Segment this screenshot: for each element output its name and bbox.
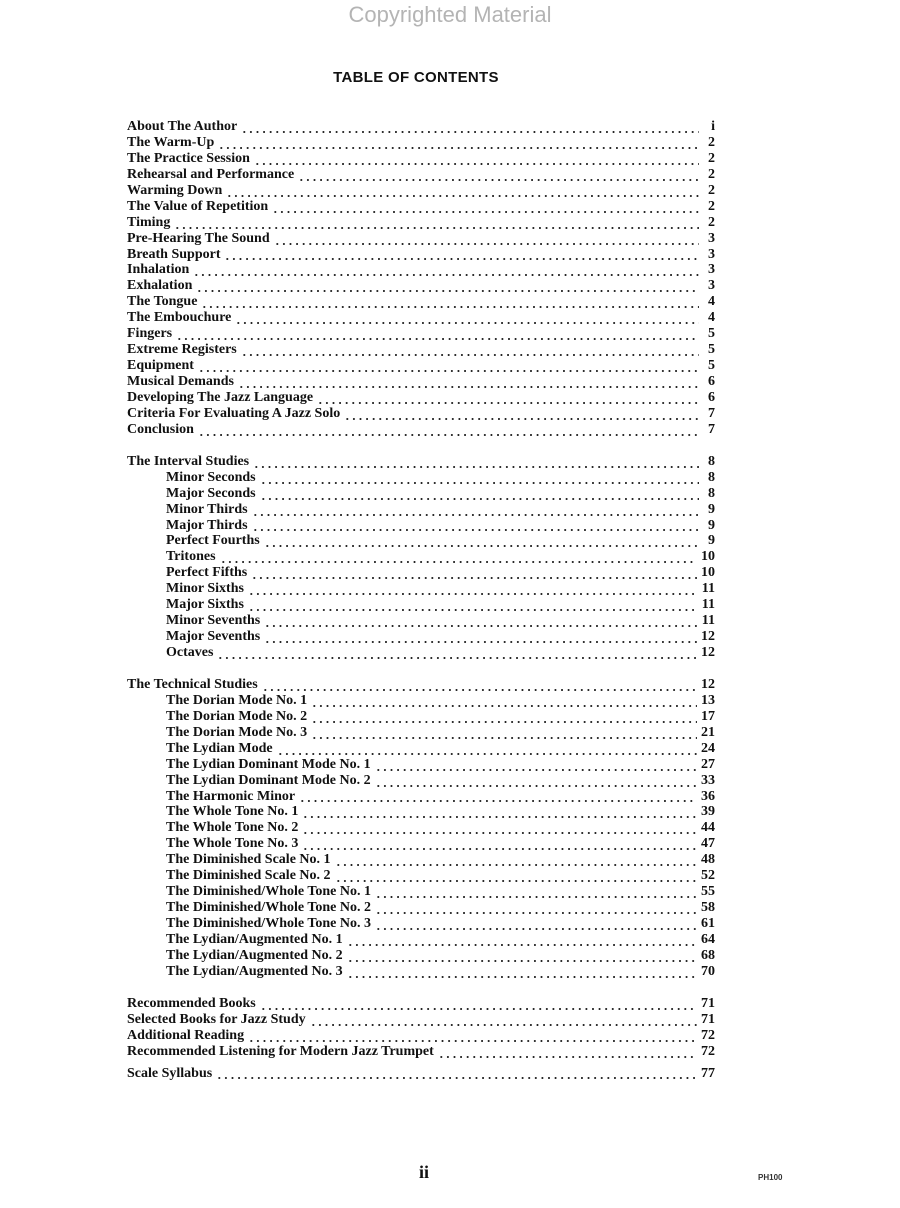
dot-leader [274,233,699,247]
dot-leader [238,376,699,390]
toc-entry-label: Tritones [166,549,216,565]
toc-entry[interactable] [127,406,715,422]
dot-leader [302,806,697,820]
toc-entry-page: 3 [708,230,715,246]
dot-leader [272,201,699,215]
toc-entry-page: 2 [708,150,715,166]
page-number: ii [418,1162,429,1182]
toc-entry-label: Breath Support [127,246,221,262]
toc-entry-label: The Embouchure [127,310,232,326]
dot-leader [226,185,699,199]
toc-entry-label: The Dorian Mode No. 1 [166,692,308,708]
toc-entry[interactable] [127,502,715,518]
toc-entry[interactable] [127,693,715,709]
toc-entry-page: 68 [701,947,715,963]
toc-entry-label: Fingers [127,326,173,342]
toc-entry-page: 7 [708,421,715,437]
toc-entry-label: The Whole Tone No. 2 [166,820,299,836]
toc-entry-label: The Diminished Scale No. 1 [166,852,331,868]
toc-entry[interactable] [127,741,715,757]
dot-leader [248,599,698,613]
toc-entry-page: 3 [708,262,715,278]
toc-entry-label: Musical Demands [127,374,234,389]
toc-entry-page: 8 [708,453,715,469]
toc-entry-label: Minor Sixths [166,581,244,597]
toc-entry-label: Major Sixths [166,597,244,613]
toc-entry[interactable] [127,119,715,135]
toc-entry-label: The Value of Repetition [127,198,269,214]
toc-entry-page: 5 [708,358,715,374]
toc-entry-label: Equipment [127,358,194,374]
toc-entry-page: 8 [708,469,715,485]
dot-leader [347,950,697,964]
toc-entry-label: The Tongue [127,294,198,310]
dot-leader [193,264,699,278]
toc-entry[interactable] [127,1044,715,1060]
toc-entry-page: 4 [708,310,715,326]
toc-entry-page: 11 [701,597,715,613]
toc-entry-page: 6 [708,374,715,389]
dot-leader [253,456,699,470]
toc-entry[interactable] [127,422,715,438]
dot-leader [310,1014,697,1028]
toc-entry-page: 48 [701,852,715,868]
toc-entry-label: The Practice Session [127,150,250,166]
dot-leader [198,360,699,374]
toc-entry[interactable] [127,725,715,741]
dot-leader [248,1030,697,1044]
toc-entry[interactable] [127,757,715,773]
toc-entry-page: 55 [701,884,715,900]
toc-entry-page: 3 [708,278,715,294]
toc-entry[interactable] [127,900,715,916]
dot-leader [311,711,697,725]
toc-entry[interactable] [127,342,715,358]
dot-leader [317,392,699,406]
copyright-watermark: Copyrighted Material [348,2,552,27]
toc-entry-label: Exhalation [127,278,193,294]
dot-leader [375,759,697,773]
toc-entry-page: 2 [708,214,715,230]
toc-entry-label: About The Author [127,119,238,134]
dot-leader [251,567,697,581]
dot-leader [277,743,697,757]
toc-entry[interactable] [127,278,715,294]
dot-leader [375,775,697,789]
toc-entry[interactable] [127,167,715,183]
toc-entry-label: The Technical Studies [127,676,258,692]
dot-leader [241,344,699,358]
toc-entry-page: i [711,119,715,134]
toc-entry[interactable] [127,231,715,247]
dot-leader [264,631,697,645]
toc-entry-label: The Harmonic Minor [166,788,296,804]
dot-leader [375,902,697,916]
toc-entry-label: Inhalation [127,262,190,278]
toc-entry[interactable] [127,773,715,789]
toc-entry-label: The Whole Tone No. 3 [166,836,299,852]
toc-entry-page: 5 [708,326,715,342]
toc-entry-label: The Warm-Up [127,134,215,150]
toc-entry-page: 12 [701,629,715,645]
toc-entry-page: 71 [701,1011,715,1027]
dot-leader [302,822,697,836]
toc-entry-page: 4 [708,294,715,310]
toc-entry-page: 33 [701,772,715,788]
toc-entry-label: Major Sevenths [166,629,261,645]
toc-section [127,454,715,661]
toc-entry[interactable] [127,1028,715,1044]
toc-entry-page: 2 [708,134,715,150]
toc-entry-page: 21 [701,724,715,740]
product-code: PH100 [758,1173,783,1182]
toc-section [127,1066,715,1082]
toc-entry-page: 9 [708,533,715,549]
toc-section [127,119,715,438]
toc-entry-label: The Lydian Dominant Mode No. 1 [166,756,371,772]
toc-section [127,996,715,1060]
dot-leader [176,328,699,342]
toc-entry[interactable] [127,677,715,693]
dot-leader [201,296,699,310]
toc-entry-page: 39 [701,804,715,820]
toc-entry-page: 10 [701,549,715,565]
toc-entry-page: 77 [701,1065,715,1081]
toc-entry[interactable] [127,151,715,167]
toc-entry[interactable] [127,183,715,199]
dot-leader [218,137,699,151]
dot-leader [344,408,699,422]
toc-entry-label: Perfect Fifths [166,565,248,581]
toc-entry-label: Scale Syllabus [127,1065,213,1081]
toc-entry-page: 3 [708,246,715,262]
toc-entry-label: The Diminished Scale No. 2 [166,868,331,884]
toc-entry-page: 12 [701,645,715,660]
section-gap [127,661,715,677]
toc-entry[interactable] [127,597,715,613]
toc-entry-page: 11 [701,581,715,597]
toc-entry[interactable] [127,215,715,231]
toc-entry-label: Minor Sevenths [166,613,261,629]
toc-entry[interactable] [127,804,715,820]
dot-leader [252,504,699,518]
toc-entry[interactable] [127,199,715,215]
toc-entry[interactable] [127,390,715,406]
toc-entry-label: The Diminished/Whole Tone No. 2 [166,900,371,916]
toc-entry-page: 12 [701,676,715,692]
toc-entry-label: Warming Down [127,182,223,198]
toc-entry[interactable] [127,135,715,151]
toc-entry-label: Major Seconds [166,485,256,501]
dot-leader [220,551,697,565]
toc-entry[interactable] [127,247,715,263]
dot-leader [299,790,697,804]
dot-leader [241,121,699,135]
toc-entry-page: 70 [701,963,715,979]
toc-entry-label: Selected Books for Jazz Study [127,1011,306,1027]
toc-entry[interactable] [127,916,715,932]
toc-entry-label: Octaves [166,645,214,660]
dot-leader [216,1067,697,1081]
toc-entry-page: 2 [708,182,715,198]
dot-leader [311,695,697,709]
dot-leader [174,217,699,231]
toc-entry[interactable] [127,868,715,884]
toc-entry-page: 72 [701,1043,715,1059]
toc-entry[interactable] [127,1012,715,1028]
toc-entry-label: The Diminished/Whole Tone No. 3 [166,916,371,931]
toc-entry-page: 61 [701,916,715,931]
toc-entry-label: Minor Thirds [166,501,248,517]
dot-leader [254,153,699,167]
toc-entry-label: Recommended Listening for Modern Jazz Trumpet [127,1043,434,1059]
toc-entry[interactable] [127,374,715,390]
toc-entry[interactable] [127,470,715,486]
dot-leader [196,280,699,294]
dot-leader [260,472,699,486]
dot-leader [264,615,698,629]
dot-leader [262,679,697,693]
toc-entry-label: Extreme Registers [127,342,237,358]
toc-entry-page: 10 [701,565,715,581]
toc-entry-page: 72 [701,1027,715,1043]
toc-entry-label: Minor Seconds [166,469,256,485]
toc-entry-page: 8 [708,485,715,501]
toc-entry[interactable] [127,358,715,374]
toc-entry[interactable] [127,996,715,1012]
toc-entry-page: 47 [701,836,715,852]
toc-entry-label: The Diminished/Whole Tone No. 1 [166,884,371,900]
toc-entry[interactable] [127,820,715,836]
dot-leader [335,870,697,884]
toc-entry-label: The Interval Studies [127,453,250,469]
toc-entry-label: The Lydian Mode [166,740,273,756]
toc-entry[interactable] [127,709,715,725]
toc-entry[interactable] [127,326,715,342]
toc-entry-label: Conclusion [127,421,194,437]
toc-entry-label: The Lydian Dominant Mode No. 2 [166,772,371,788]
toc-entry[interactable] [127,836,715,852]
toc-entry-page: 7 [708,405,715,421]
toc-entry[interactable] [127,948,715,964]
toc-entry-page: 24 [701,740,715,756]
toc-entry[interactable] [127,533,715,549]
dot-leader [217,647,697,661]
dot-leader [375,918,697,932]
toc-entry[interactable] [127,262,715,278]
toc-entry-label: The Dorian Mode No. 2 [166,708,308,724]
toc-entry-page: 2 [708,198,715,214]
dot-leader [302,838,697,852]
toc-entry-page: 2 [708,166,715,182]
toc-entry-page: 27 [701,756,715,772]
toc-entry-page: 5 [708,342,715,358]
toc-entry-label: Pre-Hearing The Sound [127,230,270,246]
toc-entry[interactable] [127,581,715,597]
dot-leader [224,248,699,262]
dot-leader [252,519,699,533]
toc-entry-label: The Lydian/Augmented No. 2 [166,947,343,963]
toc-entry-page: 13 [701,692,715,708]
toc-entry-label: Timing [127,214,171,230]
toc-entry[interactable] [127,964,715,980]
toc-entry[interactable] [127,613,715,629]
toc-entry-page: 71 [701,995,715,1011]
toc-entry-label: The Lydian/Augmented No. 3 [166,963,343,979]
toc-entry-label: The Lydian/Augmented No. 1 [166,931,343,947]
toc-entry-label: Rehearsal and Performance [127,166,295,182]
toc-entry-page: 36 [701,788,715,804]
dot-leader [198,424,699,438]
toc-entry[interactable] [127,629,715,645]
toc-entry-page: 17 [701,708,715,724]
dot-leader [438,1046,697,1060]
dot-leader [347,934,697,948]
toc-entry[interactable] [127,645,715,661]
toc-entry[interactable] [127,294,715,310]
toc-entry[interactable] [127,852,715,868]
dot-leader [311,727,697,741]
toc-entry-label: Developing The Jazz Language [127,389,314,405]
section-gap [127,438,715,454]
toc-entry-page: 64 [701,931,715,947]
toc-section [127,677,715,980]
toc-entry[interactable] [127,518,715,534]
toc-entry[interactable] [127,310,715,326]
dot-leader [335,854,697,868]
dot-leader [260,488,699,502]
toc-entry-label: Additional Reading [127,1027,245,1043]
toc-entry-page: 52 [701,868,715,884]
table-of-contents [127,119,715,1081]
toc-entry-label: The Dorian Mode No. 3 [166,724,308,740]
toc-entry-page: 44 [701,820,715,836]
toc-entry-label: Major Thirds [166,517,248,533]
toc-entry-label: Recommended Books [127,995,256,1011]
toc-entry[interactable] [127,486,715,502]
toc-entry[interactable] [127,789,715,805]
toc-entry-page: 11 [701,613,715,629]
section-gap [127,980,715,996]
dot-leader [298,169,699,183]
toc-entry-page: 9 [708,501,715,517]
page-title: TABLE OF CONTENTS [333,69,499,86]
toc-entry-page: 58 [701,900,715,916]
toc-entry[interactable] [127,454,715,470]
toc-entry[interactable] [127,565,715,581]
toc-entry[interactable] [127,884,715,900]
dot-leader [347,966,697,980]
toc-entry-label: Criteria For Evaluating A Jazz Solo [127,405,341,421]
toc-entry[interactable] [127,1066,715,1082]
dot-leader [260,998,697,1012]
toc-entry[interactable] [127,549,715,565]
dot-leader [375,886,697,900]
toc-entry-label: Perfect Fourths [166,533,260,549]
toc-entry[interactable] [127,932,715,948]
toc-entry-label: The Whole Tone No. 1 [166,804,299,820]
toc-entry-page: 9 [708,517,715,533]
dot-leader [235,312,699,326]
dot-leader [248,583,698,597]
dot-leader [264,535,699,549]
toc-entry-page: 6 [708,389,715,405]
